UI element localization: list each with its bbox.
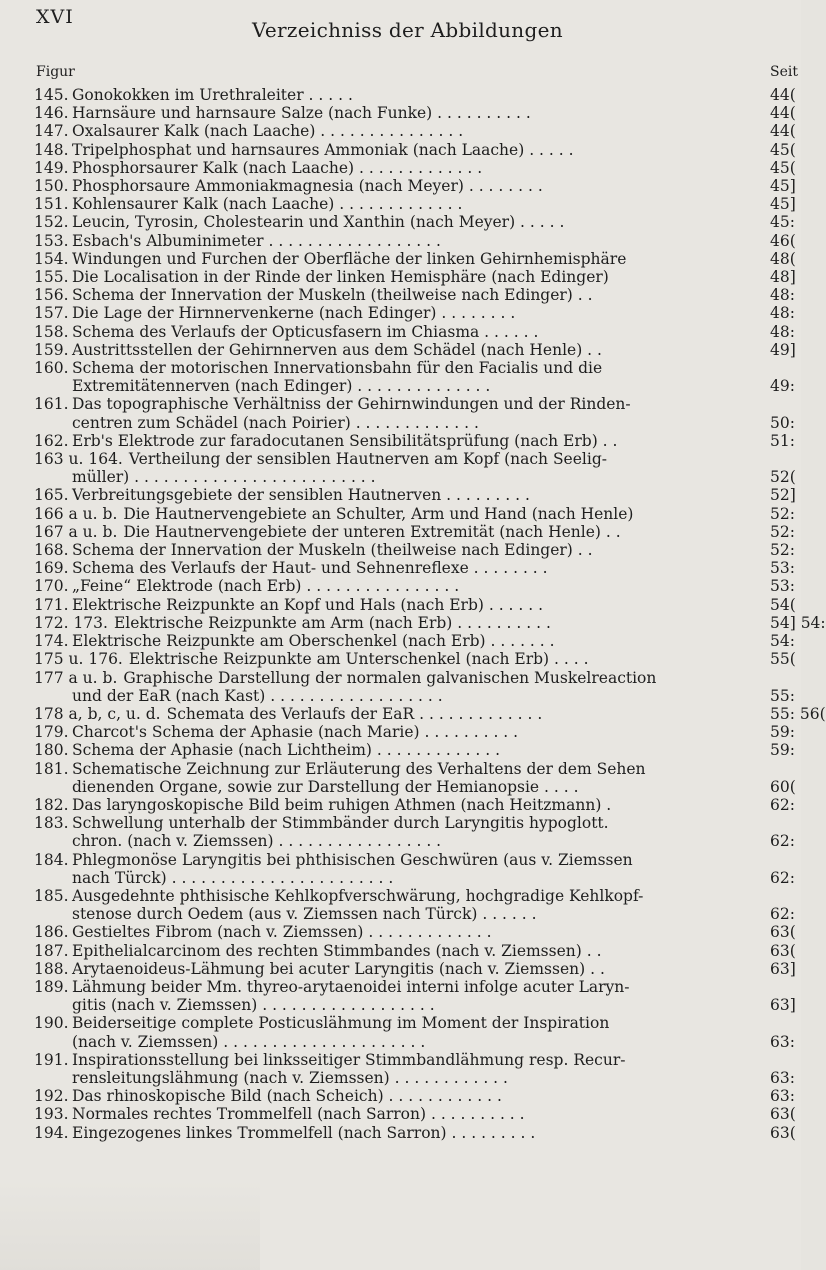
figure-caption-line xyxy=(34,1051,801,1069)
figure-entry xyxy=(34,1051,801,1087)
page-reference: 63( xyxy=(770,923,796,942)
page-reference: 52( xyxy=(770,468,796,487)
figure-caption-line xyxy=(34,669,801,687)
page-reference: 60( xyxy=(770,777,796,796)
figure-caption: Gestieltes Fibrom (nach v. Ziemssen) . . . . . . . . . . . . . xyxy=(72,923,492,942)
figure-number: 175 u. 176. xyxy=(34,650,123,669)
figure-caption: Schemata des Verlaufs der EaR . . . . . . . . . . . . . xyxy=(166,704,543,723)
page-reference: 51: xyxy=(770,431,795,450)
figure-caption: Das rhinoskopische Bild (nach Scheich) . . . . . . . . . . . . xyxy=(72,1087,502,1106)
figure-number: 154. xyxy=(34,249,69,268)
page-title: Verzeichniss der Abbildungen xyxy=(252,18,563,42)
figure-caption: Schema der Innervation der Muskeln (theilweise nach Edinger) . . xyxy=(72,541,593,560)
figure-entry xyxy=(34,304,801,322)
figure-caption: Erb's Elektrode zur faradocutanen Sensibilitätsprüfung (nach Erb) . . xyxy=(72,431,618,450)
figure-caption: Eingezogenes linkes Trommelfell (nach Sarron) . . . . . . . . . xyxy=(72,1123,536,1142)
figure-entry xyxy=(34,432,801,450)
figure-entry xyxy=(34,268,801,286)
page-reference: 52: xyxy=(770,504,795,523)
figure-number: 170. xyxy=(34,577,69,596)
figure-caption-line xyxy=(34,851,801,869)
figure-caption: Schema der motorischen Innervationsbahn für den Facialis und die xyxy=(72,359,603,378)
figure-caption-line: Extremitätennerven (nach Edinger) . . . . . . . . . . . . . . xyxy=(72,377,491,396)
figure-number: 156. xyxy=(34,286,69,305)
figure-caption: Beiderseitige complete Posticuslähmung im Moment der Inspiration xyxy=(72,1014,610,1033)
page-reference: 54( xyxy=(770,595,796,614)
page-reference: 48: xyxy=(770,322,795,341)
page-reference: 62: xyxy=(770,868,795,887)
figure-entry xyxy=(34,796,801,814)
figure-caption: Graphische Darstellung der normalen galvanischen Muskelreaction xyxy=(123,668,657,687)
figure-number: 159. xyxy=(34,340,69,359)
figure-caption: Die Hautnervengebiete der unteren Extremität (nach Henle) . . xyxy=(123,522,621,541)
figure-caption: Schwellung unterhalb der Stimmbänder durch Laryngitis hypoglott. xyxy=(72,814,609,833)
figure-caption: Leucin, Tyrosin, Cholestearin und Xanthin (nach Meyer) . . . . . xyxy=(72,213,565,232)
figure-caption: Kohlensaurer Kalk (nach Laache) . . . . . . . . . . . . . xyxy=(72,195,463,214)
figure-caption-line xyxy=(34,814,801,832)
figure-entry xyxy=(34,923,801,941)
figure-number: 158. xyxy=(34,322,69,341)
page-reference: 45] xyxy=(770,195,796,214)
figure-entry xyxy=(34,741,801,759)
figure-caption-line: (nach v. Ziemssen) . . . . . . . . . . . . . . . . . . . . . xyxy=(72,1032,426,1051)
figure-number: 150. xyxy=(34,177,69,196)
figure-caption: Inspirationsstellung bei linksseitiger Stimmbandlähmung resp. Recur- xyxy=(72,1050,626,1069)
figure-caption-line: stenose durch Oedem (aus v. Ziemssen nach Türck) . . . . . . xyxy=(72,905,537,924)
page-reference: 46( xyxy=(770,231,796,250)
page-reference: 44( xyxy=(770,86,796,104)
figure-number: 155. xyxy=(34,268,69,287)
figure-caption: Schema des Verlaufs der Opticusfasern im Chiasma . . . . . . xyxy=(72,322,539,341)
figure-caption: Normales rechtes Trommelfell (nach Sarron) . . . . . . . . . . xyxy=(72,1105,525,1124)
figure-list xyxy=(34,86,826,1142)
figure-caption-line: centren zum Schädel (nach Poirier) . . . . . . . . . . . . . xyxy=(72,413,479,432)
figure-caption: Lähmung beider Mm. thyreo-arytaenoidei interni infolge acuter Laryn- xyxy=(72,977,630,996)
figure-entry xyxy=(34,1087,801,1105)
figure-number: 191. xyxy=(34,1050,69,1069)
figure-entry xyxy=(34,323,801,341)
page-reference: 50: xyxy=(770,413,795,432)
figure-caption: Charcot's Schema der Aphasie (nach Marie) . . . . . . . . . . xyxy=(72,723,519,742)
figure-entry xyxy=(34,814,801,850)
figure-number: 181. xyxy=(34,759,69,778)
figure-caption-line: chron. (nach v. Ziemssen) . . . . . . . . . . . . . . . . . xyxy=(72,832,442,851)
figure-number: 172. 173. xyxy=(34,613,108,632)
page-reference: 49] xyxy=(770,340,796,359)
figure-number: 185. xyxy=(34,886,69,905)
figure-entry xyxy=(34,195,801,213)
figure-caption: Phosphorsaurer Kalk (nach Laache) . . . . . . . . . . . . . xyxy=(72,158,483,177)
figure-caption: Schema der Innervation der Muskeln (theilweise nach Edinger) . . xyxy=(72,286,593,305)
page-reference: 55: xyxy=(770,686,795,705)
figure-entry xyxy=(34,596,801,614)
figure-number: 169. xyxy=(34,559,69,578)
figure-caption-line xyxy=(34,978,801,996)
page-reference: 52: xyxy=(770,522,795,541)
figure-entry xyxy=(34,559,801,577)
figure-entry xyxy=(34,286,801,304)
page-reference: 63: xyxy=(770,1087,795,1106)
figure-caption: Schema der Aphasie (nach Lichtheim) . . . . . . . . . . . . . xyxy=(72,741,501,760)
figure-entry xyxy=(34,86,801,104)
figure-caption: Das laryngoskopische Bild beim ruhigen Athmen (nach Heitzmann) . xyxy=(72,795,612,814)
figure-caption: Elektrische Reizpunkte am Oberschenkel (nach Erb) . . . . . . . xyxy=(72,632,555,651)
page-reference: 63( xyxy=(770,1123,796,1142)
figure-number: 163 u. 164. xyxy=(34,450,123,469)
page-reference: 45( xyxy=(770,140,796,159)
figure-caption: Elektrische Reizpunkte am Unterschenkel (nach Erb) . . . . xyxy=(128,650,589,669)
page-reference: 62: xyxy=(770,905,795,924)
figure-caption-line: nach Türck) . . . . . . . . . . . . . . . . . . . . . . . xyxy=(72,868,394,887)
column-heading-figur: Figur xyxy=(36,64,75,80)
figure-caption: Esbach's Albuminimeter . . . . . . . . . . . . . . . . . . xyxy=(72,231,441,250)
page-reference: 63( xyxy=(770,1105,796,1124)
figure-caption: Das topographische Verhältniss der Gehirnwindungen und der Rinden- xyxy=(72,395,631,414)
figure-number: 189. xyxy=(34,977,69,996)
figure-entry xyxy=(34,141,801,159)
figure-caption: Elektrische Reizpunkte am Arm (nach Erb) . . . . . . . . . . xyxy=(113,613,551,632)
figure-number: 194. xyxy=(34,1123,69,1142)
figure-entry xyxy=(34,104,801,122)
figure-entry xyxy=(34,1105,801,1123)
figure-caption: Phosphorsaure Ammoniakmagnesia (nach Meyer) . . . . . . . . xyxy=(72,177,543,196)
figure-entry xyxy=(34,632,801,650)
figure-number: 186. xyxy=(34,923,69,942)
figure-number: 162. xyxy=(34,431,69,450)
figure-entry xyxy=(34,395,801,431)
figure-number: 161. xyxy=(34,395,69,414)
figure-caption-line: rensleitungslähmung (nach v. Ziemssen) . . . . . . . . . . . . xyxy=(72,1068,508,1087)
page-reference: 49: xyxy=(770,377,795,396)
figure-number: 183. xyxy=(34,814,69,833)
figure-number: 148. xyxy=(34,140,69,159)
figure-caption-line: dienenden Organe, sowie zur Darstellung der Hemianopsie . . . . xyxy=(72,777,579,796)
page-reference: 59: xyxy=(770,723,795,742)
figure-caption: Arytaenoideus-Lähmung bei acuter Laryngitis (nach v. Ziemssen) . . xyxy=(72,959,605,978)
figure-number: 165. xyxy=(34,486,69,505)
figure-entry xyxy=(34,1014,801,1050)
page-reference: 55( xyxy=(770,650,796,669)
page-reference: 63: xyxy=(770,1068,795,1087)
figure-entry xyxy=(34,577,801,595)
figure-entry xyxy=(34,541,801,559)
figure-entry xyxy=(34,213,801,231)
figure-caption: Harnsäure und harnsaure Salze (nach Funke) . . . . . . . . . . xyxy=(72,104,531,123)
figure-caption: Verbreitungsgebiete der sensiblen Hautnerven . . . . . . . . . xyxy=(72,486,530,505)
figure-entry xyxy=(34,159,801,177)
figure-entry xyxy=(34,505,801,523)
figure-entry xyxy=(34,887,801,923)
figure-number: 147. xyxy=(34,122,69,141)
figure-number: 171. xyxy=(34,595,69,614)
figure-entry xyxy=(34,177,801,195)
figure-number: 182. xyxy=(34,795,69,814)
page-reference: 53: xyxy=(770,577,795,596)
figure-caption-line xyxy=(34,450,801,468)
figure-number: 177 a u. b. xyxy=(34,668,118,687)
figure-number: 160. xyxy=(34,359,69,378)
page-reference: 45( xyxy=(770,158,796,177)
figure-caption: Gonokokken im Urethraleiter . . . . . xyxy=(72,86,353,104)
figure-entry xyxy=(34,122,801,140)
page-reference: 52] xyxy=(770,486,796,505)
figure-entry xyxy=(34,723,801,741)
page-reference: 55: 56( xyxy=(770,704,826,723)
figure-caption: Die Hautnervengebiete an Schulter, Arm und Hand (nach Henle) xyxy=(123,504,634,523)
page-reference: 63] xyxy=(770,959,796,978)
figure-caption: Die Lage der Hirnnervenkerne (nach Edinger) . . . . . . . . xyxy=(72,304,516,323)
figure-entry xyxy=(34,232,801,250)
figure-number: 153. xyxy=(34,231,69,250)
figure-caption: Phlegmonöse Laryngitis bei phthisischen Geschwüren (aus v. Ziemssen xyxy=(72,850,633,869)
figure-entry xyxy=(34,1124,801,1142)
figure-entry xyxy=(34,341,801,359)
figure-caption-line xyxy=(34,760,801,778)
figure-number: 152. xyxy=(34,213,69,232)
figure-number: 167 a u. b. xyxy=(34,522,118,541)
figure-caption: Schema des Verlaufs der Haut- und Sehnenreflexe . . . . . . . . xyxy=(72,559,548,578)
figure-caption-line: müller) . . . . . . . . . . . . . . . . . . . . . . . . . xyxy=(72,468,376,487)
page-reference: 48( xyxy=(770,249,796,268)
figure-caption-line xyxy=(34,887,801,905)
page-reference: 63: xyxy=(770,1032,795,1051)
page-reference: 52: xyxy=(770,541,795,560)
figure-caption-line xyxy=(34,395,801,413)
figure-number: 187. xyxy=(34,941,69,960)
page-reference: 44( xyxy=(770,122,796,141)
figure-number: 149. xyxy=(34,158,69,177)
figure-entry xyxy=(34,942,801,960)
figure-caption: Vertheilung der sensiblen Hautnerven am Kopf (nach Seelig- xyxy=(128,450,607,469)
figure-number: 184. xyxy=(34,850,69,869)
figure-number: 168. xyxy=(34,541,69,560)
figure-caption: Elektrische Reizpunkte an Kopf und Hals (nach Erb) . . . . . . xyxy=(72,595,544,614)
page-reference: 62: xyxy=(770,832,795,851)
page-reference: 48] xyxy=(770,268,796,287)
page-reference: 63( xyxy=(770,941,796,960)
page-reference: 48: xyxy=(770,286,795,305)
page-reference: 54] 54: xyxy=(770,613,826,632)
figure-number: 157. xyxy=(34,304,69,323)
figure-caption: Tripelphosphat und harnsaures Ammoniak (nach Laache) . . . . . xyxy=(72,140,574,159)
figure-caption: Die Localisation in der Rinde der linken Hemisphäre (nach Edinger) xyxy=(72,268,609,287)
page-reference: 59: xyxy=(770,741,795,760)
page-reference: 48: xyxy=(770,304,795,323)
figure-caption-line xyxy=(34,359,801,377)
figure-number: 193. xyxy=(34,1105,69,1124)
figure-number: 180. xyxy=(34,741,69,760)
figure-entry xyxy=(34,613,826,632)
figure-caption: Schematische Zeichnung zur Erläuterung des Verhaltens der dem Sehen xyxy=(72,759,646,778)
page-number: XVI xyxy=(36,6,74,28)
figure-number: 174. xyxy=(34,632,69,651)
column-heading-seite: Seit xyxy=(770,64,798,80)
figure-entry xyxy=(34,960,801,978)
figure-entry xyxy=(34,450,801,486)
figure-number: 146. xyxy=(34,104,69,123)
figure-entry xyxy=(34,359,801,395)
figure-caption: Austrittsstellen der Gehirnnerven aus dem Schädel (nach Henle) . . xyxy=(72,340,602,359)
figure-number: 188. xyxy=(34,959,69,978)
page-reference: 54: xyxy=(770,632,795,651)
page-reference: 63] xyxy=(770,996,796,1015)
figure-number: 145. xyxy=(34,86,69,104)
page-reference: 45] xyxy=(770,177,796,196)
figure-caption-line: gitis (nach v. Ziemssen) . . . . . . . . . . . . . . . . . . xyxy=(72,996,435,1015)
figure-caption: Windungen und Furchen der Oberfläche der linken Gehirnhemisphäre xyxy=(72,249,627,268)
figure-number: 178 a, b, c, u. d. xyxy=(34,704,161,723)
page-fold-shadow xyxy=(0,1180,260,1270)
figure-entry xyxy=(34,486,801,504)
figure-number: 192. xyxy=(34,1087,69,1106)
figure-entry xyxy=(34,669,801,705)
figure-number: 179. xyxy=(34,723,69,742)
figure-entry xyxy=(34,650,801,668)
figure-number: 166 a u. b. xyxy=(34,504,118,523)
figure-entry xyxy=(34,978,801,1014)
figure-entry xyxy=(34,760,801,796)
figure-caption: Epithelialcarcinom des rechten Stimmbandes (nach v. Ziemssen) . . xyxy=(72,941,602,960)
figure-number: 190. xyxy=(34,1014,69,1033)
figure-entry xyxy=(34,523,801,541)
figure-entry xyxy=(34,704,826,723)
figure-caption: „Feine“ Elektrode (nach Erb) . . . . . . . . . . . . . . . . xyxy=(72,577,460,596)
page-reference: 62: xyxy=(770,795,795,814)
figure-caption-line: und der EaR (nach Kast) . . . . . . . . . . . . . . . . . . xyxy=(72,686,443,705)
figure-caption-line xyxy=(34,1014,801,1032)
figure-entry xyxy=(34,250,801,268)
figure-caption: Oxalsaurer Kalk (nach Laache) . . . . . . . . . . . . . . . xyxy=(72,122,464,141)
page-reference: 45: xyxy=(770,213,795,232)
figure-caption: Ausgedehnte phthisische Kehlkopfverschwärung, hochgradige Kehlkopf- xyxy=(72,886,644,905)
page-reference: 53: xyxy=(770,559,795,578)
figure-entry xyxy=(34,851,801,887)
page-reference: 44( xyxy=(770,104,796,123)
figure-number: 151. xyxy=(34,195,69,214)
